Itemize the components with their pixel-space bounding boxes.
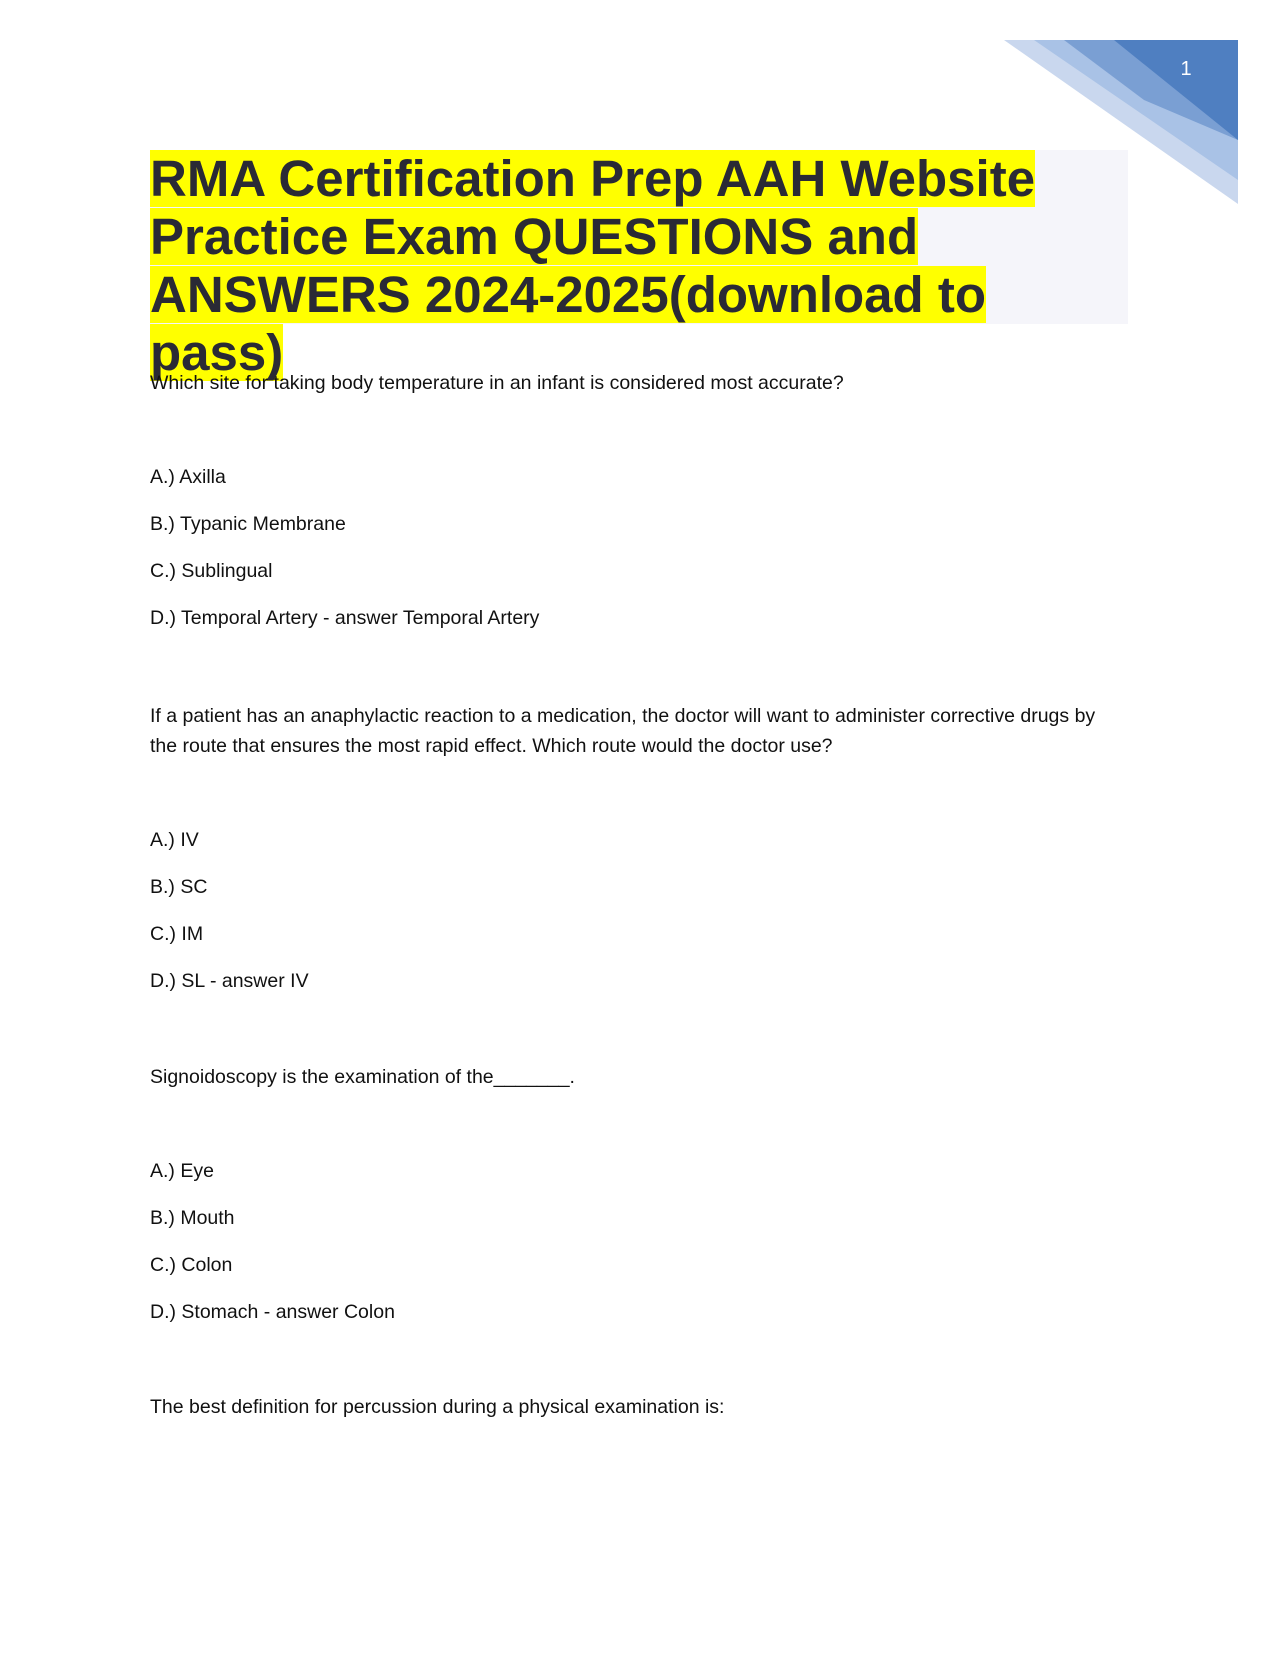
option-b: B.) Typanic Membrane (150, 513, 346, 535)
option-list (150, 462, 1110, 633)
question-text: The best definition for percussion during a physical examination is: (150, 1396, 725, 1418)
question-3 (150, 1062, 1110, 1344)
option-a: A.) Eye (150, 1160, 214, 1182)
option-list (150, 825, 1110, 996)
option-c: C.) Sublingual (150, 560, 273, 582)
option-b: B.) Mouth (150, 1207, 235, 1229)
question-text: If a patient has an anaphylactic reaction to a medication, the doctor will want to administer corrective drugs by the route that ensures the most rapid effect. Which route would the doctor use? (150, 705, 1096, 757)
option-c: C.) IM (150, 923, 204, 945)
question-4 (150, 1392, 1110, 1422)
option-a: A.) Axilla (150, 466, 226, 488)
title-block (150, 150, 1128, 381)
option-c: C.) Colon (150, 1254, 233, 1276)
question-text: Signoidoscopy is the examination of the_______. (150, 1066, 575, 1088)
option-b: B.) SC (150, 876, 208, 898)
option-a: A.) IV (150, 829, 199, 851)
question-text: Which site for taking body temperature in an infant is considered most accurate? (150, 372, 844, 394)
document-title (150, 150, 1128, 382)
title-line-1: RMA Certification Prep AAH Website (150, 150, 1036, 207)
option-list (150, 1156, 1110, 1327)
question-2 (150, 701, 1110, 1013)
question-1 (150, 368, 1110, 650)
page-number: 1 (1180, 58, 1192, 80)
option-d: D.) Temporal Artery - answer Temporal Artery (150, 607, 540, 629)
title-line-3: ANSWERS 2024-2025(download to pass) (150, 266, 986, 381)
title-line-2: Practice Exam QUESTIONS and (150, 208, 919, 265)
option-d: D.) Stomach - answer Colon (150, 1301, 395, 1323)
option-d: D.) SL - answer IV (150, 970, 309, 992)
